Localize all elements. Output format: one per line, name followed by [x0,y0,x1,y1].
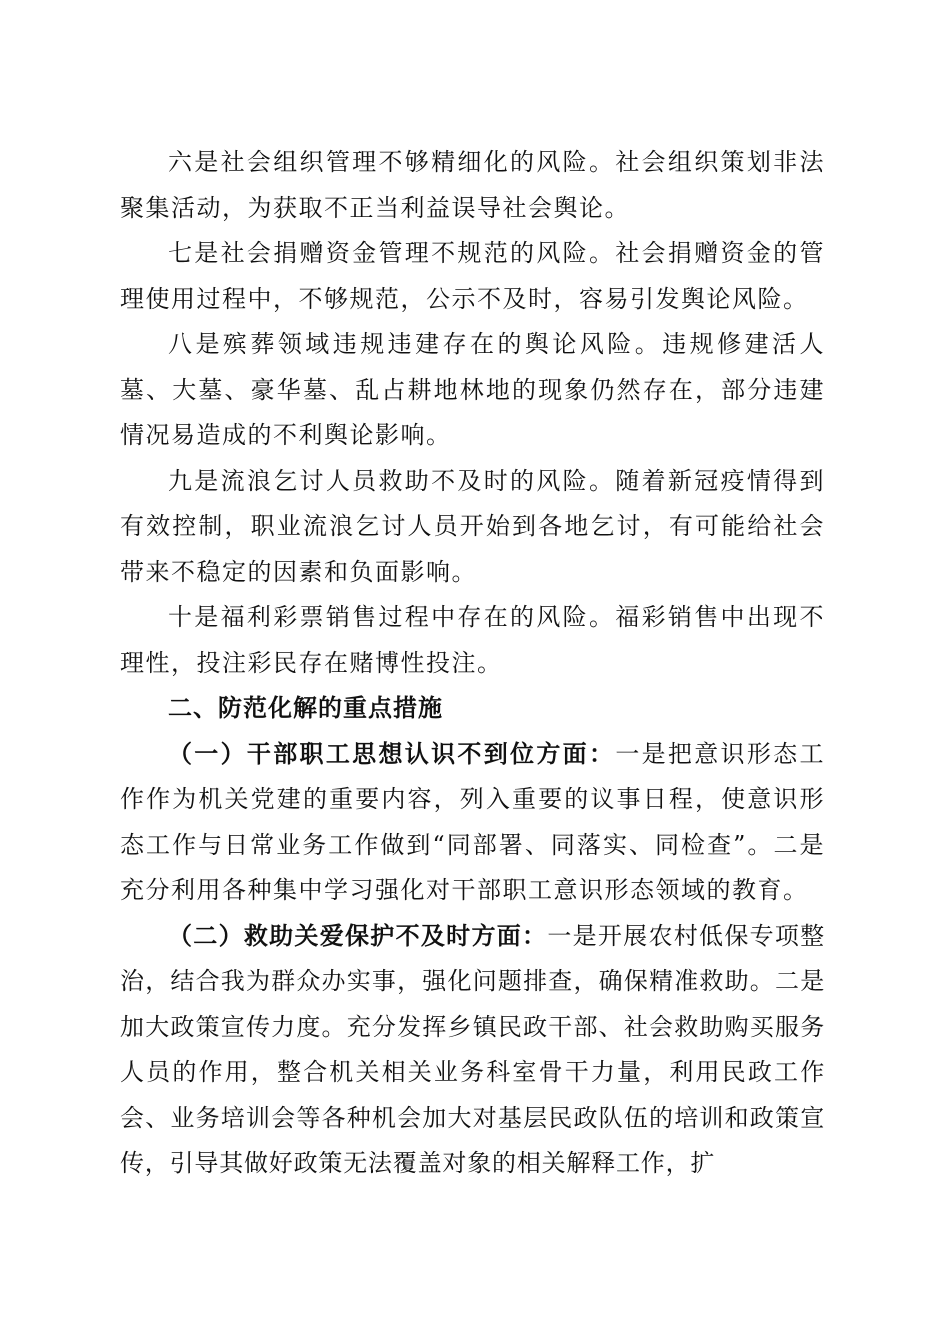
section-heading: 二、防范化解的重点措施 [168,694,443,722]
risk-paragraph-10: 十是福利彩票销售过程中存在的风险。福彩销售中出现不理性，投注彩民存在赌博性投注。 [120,603,825,677]
measure-2-lead: （二）救助关爱保护不及时方面： [168,921,548,950]
document-page [120,140,825,1187]
risk-paragraph-6: 六是社会组织管理不够精细化的风险。社会组织策划非法聚集活动，为获取不正当利益误导社会舆论。 [120,148,825,222]
risk-paragraph-8: 八是殡葬领域违规违建存在的舆论风险。违规修建活人墓、大墓、豪华墓、乱占耕地林地的现象仍然存在，部分违建情况易造成的不利舆论影响。 [120,330,825,449]
risk-paragraph-9: 九是流浪乞讨人员救助不及时的风险。随着新冠疫情得到有效控制，职业流浪乞讨人员开始到各地乞讨，有可能给社会带来不稳定的因素和负面影响。 [120,466,825,586]
measure-paragraph-2 [120,914,825,1187]
measure-1-lead: （一）干部职工思想认识不到位方面： [168,739,616,768]
risk-paragraph-7: 七是社会捐赠资金管理不规范的风险。社会捐赠资金的管理使用过程中，不够规范，公示不及时，容易引发舆论风险。 [120,239,825,313]
measure-paragraph-1 [120,732,825,914]
measure-2-body: 一是开展农村低保专项整治，结合我为群众办实事，强化问题排查，确保精准救助。二是加大政策宣传力度。充分发挥乡镇民政干部、社会救助购买服务人员的作用，整合机关相关业务科室骨干力量，利用民政工作会、业务培训会等各种机会加大对基层民政队伍的培训和政策宣传，引导其做好政策无法覆盖对象的相关解释工作，扩 [120,921,825,1177]
measure-1-body: 一是把意识形态工作作为机关党建的重要内容，列入重要的议事日程，使意识形态工作与日常业务工作做到“同部署、同落实、同检查”。二是充分利用各种集中学习强化对干部职工意识形态领域的教育。 [120,739,825,904]
